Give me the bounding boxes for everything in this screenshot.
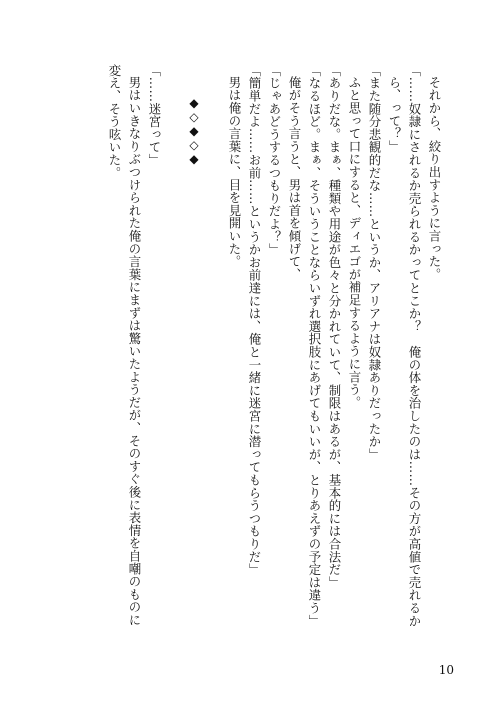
text-line: 「簡単だよ……お前……というかお前達には、俺と一緒に迷宮に潜ってもらうつもりだ」	[247, 64, 262, 576]
text-line: ふと思って口にすると、ディエゴが補足するように言う。	[347, 76, 362, 410]
blank-line	[204, 64, 224, 654]
text-line: 「……奴隷にされるか売られるかってとこか？ 俺の体を治したのは……その方が高値で売れるか	[407, 64, 422, 628]
text-line: 「ありだな。まぁ、種類や用途が色々と分かれていて、制限はあるが、基本的には合法だ」	[327, 64, 342, 589]
blank-line	[164, 64, 184, 654]
text-line: 男は俺の言葉に、目を見開いた。	[227, 76, 242, 269]
page-number: 10	[438, 663, 454, 677]
text-line: それから、絞り出すように言った。	[427, 76, 442, 282]
text-line: 「また随分悲観的だな……というか、アリアナは奴隷ありだったか」	[367, 64, 382, 461]
vertical-text-body	[104, 64, 444, 654]
text-line: 「……迷宮って」	[147, 64, 162, 167]
text-line: 変え、そう呟いた。	[107, 64, 122, 180]
scene-separator: ◆◇◆◇◆	[187, 96, 201, 166]
text-line: ら、って？」	[387, 76, 402, 154]
text-line: 男はいきなりぶつけられた俺の言葉にまずは驚いたようだが、そのすぐ後に表情を自嘲のものに	[127, 76, 142, 627]
text-line: 「じゃあどうするつもりだよ？」	[267, 64, 282, 256]
text-line: 俺がそう言うと、男は首を傾げて、	[287, 76, 302, 282]
text-line: 「なるほど。まぁ、そういうことならいずれ選択肢にあげてもいいが、とりあえずの予定は違う」	[307, 64, 322, 628]
